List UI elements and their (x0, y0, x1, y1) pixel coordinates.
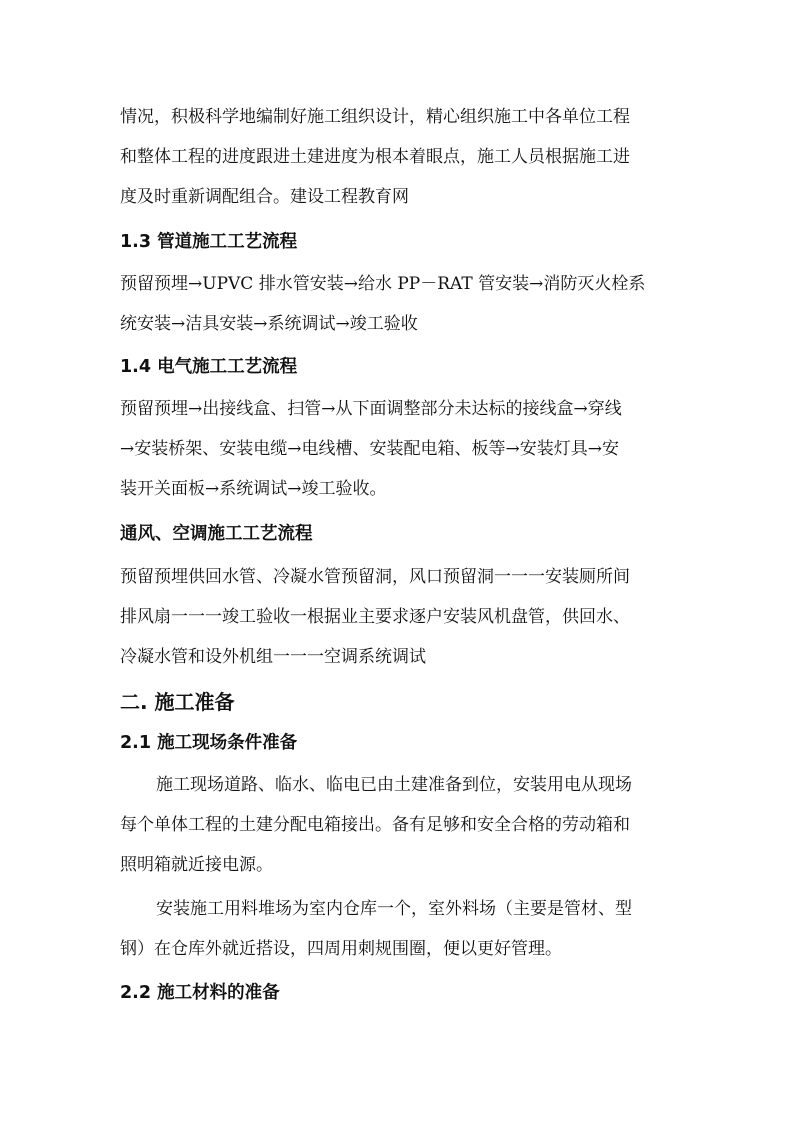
site-condition-paragraph-cont (120, 805, 680, 885)
text-line: 和整体工程的进度跟进土建进度为根本着眼点，施工人员根据施工进 (120, 147, 630, 167)
heading-hvac: 通风、空调施工工艺流程 (120, 524, 313, 544)
electrical-process-paragraph (120, 389, 680, 509)
heading-2-2: 2.2 施工材料的准备 (120, 983, 280, 1003)
text-line: 预留预埋供回水管、冷凝水管预留洞，风口预留洞一一一安装厕所间 (120, 567, 630, 587)
site-condition-paragraph (120, 765, 680, 805)
text-line: 预留预埋→出接线盒、扫管→从下面调整部分未达标的接线盒→穿线 (120, 399, 622, 419)
pipe-process-paragraph (120, 264, 680, 344)
text-line: 度及时重新调配组合。建设工程教育网 (120, 187, 409, 207)
heading-1-3: 1.3 管道施工工艺流程 (120, 232, 298, 252)
text-line: 钢）在仓库外就近搭设，四周用刺规围圈，便以更好管理。 (120, 939, 562, 959)
text-line: 安装施工用料堆场为室内仓库一个，室外料场（主要是管材、型 (156, 899, 632, 919)
hvac-process-paragraph (120, 557, 680, 677)
storage-paragraph-cont (120, 929, 680, 969)
text-line: 预留预埋→UPVC 排水管安装→给水 PP－RAT 管安装→消防灭火栓系 (120, 274, 646, 294)
text-line: 装开关面板→系统调试→竣工验收。 (120, 479, 387, 499)
text-line: →安装桥架、安装电缆→电线槽、安装配电箱、板等→安装灯具→安 (120, 439, 619, 459)
heading-1-4: 1.4 电气施工工艺流程 (120, 357, 298, 377)
heading-2-1: 2.1 施工现场条件准备 (120, 733, 298, 753)
text-line: 每个单体工程的土建分配电箱接出。备有足够和安全合格的劳动箱和 (120, 815, 630, 835)
text-line: 施工现场道路、临水、临电已由土建准备到位，安装用电从现场 (156, 775, 632, 795)
text-line: 统安装→洁具安装→系统调试→竣工验收 (120, 314, 418, 334)
intro-paragraph (120, 97, 680, 217)
text-line: 照明箱就近接电源。 (120, 855, 273, 875)
text-line: 情况，积极科学地编制好施工组织设计，精心组织施工中各单位工程 (120, 107, 630, 127)
storage-paragraph (120, 889, 680, 929)
text-line: 排风扇一一一竣工验收一根据业主要求逐户安装风机盘管，供回水、 (120, 607, 630, 627)
heading-section-2: 二. 施工准备 (120, 690, 235, 714)
text-line: 冷凝水管和设外机组一一一空调系统调试 (120, 647, 426, 667)
